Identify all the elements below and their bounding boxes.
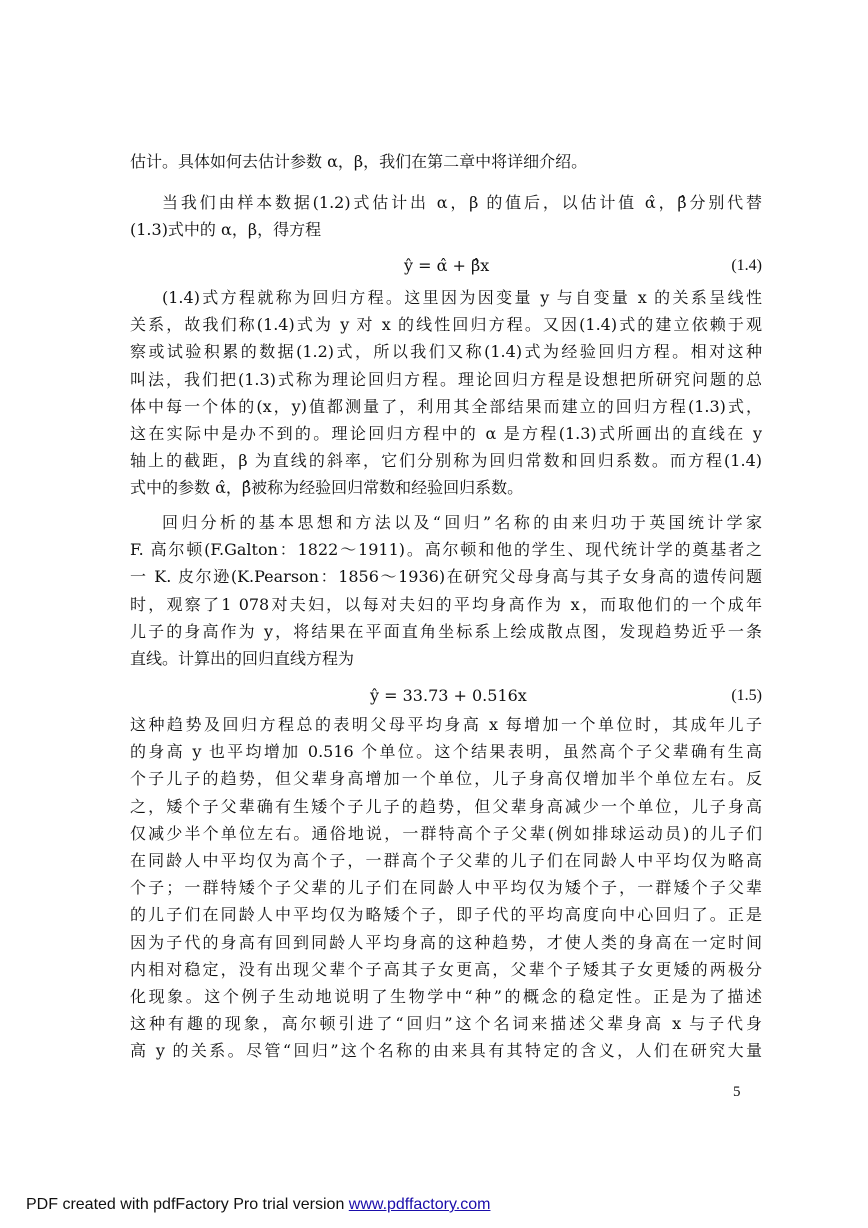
equation-number-1-5: (1.5) (731, 687, 762, 704)
equation-number-1-4: (1.4) (731, 257, 762, 274)
text-line: 因为子代的身高有回到同龄人平均身高的这种趋势，才使人类的身高在一定时间 (130, 932, 762, 952)
text-line: F. 高尔顿(F.Galton：1822～1911)。高尔顿和他的学生、现代统计学的奠基者之 (130, 540, 762, 560)
text-line: 直线。计算出的回归直线方程为 (130, 648, 355, 668)
text-line: 个子儿子的趋势，但父辈身高增加一个单位，儿子身高仅增加半个单位左右。反 (130, 769, 762, 789)
text-line: 时，观察了1 078对夫妇，以每对夫妇的平均身高作为 x，而取他们的一个成年 (130, 594, 762, 614)
equation-1-5: ŷ = 33.73 + 0.516x (370, 686, 527, 705)
text-line: 这种趋势及回归方程总的表明父母平均身高 x 每增加一个单位时，其成年儿子 (130, 715, 762, 734)
text-line: 回归分析的基本思想和方法以及“回归”名称的由来归功于英国统计学家 (162, 513, 762, 532)
text-line: 的儿子们在同龄人中平均仅为略矮个子，即子代的平均高度向中心回归了。正是 (130, 905, 762, 925)
text-line: 化现象。这个例子生动地说明了生物学中“种”的概念的稳定性。正是为了描述 (130, 986, 762, 1006)
text-line: 体中每一个体的(x，y)值都测量了，利用其全部结果而建立的回归方程(1.3)式， (130, 396, 762, 416)
pdf-footer (26, 1196, 490, 1214)
equation-1-4: ŷ = α̂ + β̂x (404, 256, 490, 275)
text-line: 叫法，我们把(1.3)式称为理论回归方程。理论回归方程是设想把所研究问题的总 (130, 369, 762, 389)
text-line: 儿子的身高作为 y，将结果在平面直角坐标系上绘成散点图，发现趋势近乎一条 (130, 621, 762, 641)
text-line: 式中的参数 α̂，β̂被称为经验回归常数和经验回归系数。 (130, 478, 524, 498)
text-line: (1.4)式方程就称为回归方程。这里因为因变量 y 与自变量 x 的关系呈线性 (162, 288, 762, 307)
text-line: 关系，故我们称(1.4)式为 y 对 x 的线性回归方程。又因(1.4)式的建立依赖于观 (130, 315, 762, 335)
text-line: 察或试验积累的数据(1.2)式，所以我们又称(1.4)式为经验回归方程。相对这种 (130, 342, 762, 362)
footer-link[interactable]: www.pdffactory.com (348, 1196, 491, 1213)
text-line: 这种有趣的现象，高尔顿引进了“回归”这个名词来描述父辈身高 x 与子代身 (130, 1014, 762, 1034)
text-line: 仅减少半个单位左右。通俗地说，一群特高个子父辈(例如排球运动员)的儿子们 (130, 823, 762, 843)
text-line: 高 y 的关系。尽管“回归”这个名称的由来具有其特定的含义，人们在研究大量 (130, 1041, 762, 1061)
text-line: 一 K. 皮尔逊(K.Pearson：1856～1936)在研究父母身高与其子女身高的遗传问题 (130, 567, 762, 587)
footer-text: PDF created with pdfFactory Pro trial version (26, 1196, 349, 1213)
paragraph-1 (130, 148, 762, 175)
text-line: 当我们由样本数据(1.2)式估计出 α，β 的值后，以估计值 α̂，β̂分别代替 (162, 193, 762, 212)
text-line: 估计。具体如何去估计参数 α，β，我们在第二章中将详细介绍。 (130, 152, 588, 171)
paragraph-4 (130, 509, 762, 672)
text-line: (1.3)式中的 α，β，得方程 (130, 220, 322, 240)
text-line: 轴上的截距，β 为直线的斜率，它们分别称为回归常数和回归系数。而方程(1.4) (130, 451, 762, 471)
paragraph-3 (130, 284, 762, 502)
paragraph-5 (130, 711, 762, 1064)
text-line: 的身高 y 也平均增加 0.516 个单位。这个结果表明，虽然高个子父辈确有生高 (130, 742, 762, 762)
text-line: 内相对稳定，没有出现父辈个子高其子女更高，父辈个子矮其子女更矮的两极分 (130, 959, 762, 979)
text-line: 之，矮个子父辈确有生矮个子儿子的趋势，但父辈身高减少一个单位，儿子身高 (130, 796, 762, 816)
text-line: 这在实际中是办不到的。理论回归方程中的 α 是方程(1.3)式所画出的直线在 y (130, 423, 762, 443)
text-line: 个子；一群特矮个子父辈的儿子们在同龄人中平均仅为矮个子，一群矮个子父辈 (130, 878, 762, 898)
paragraph-2 (130, 189, 762, 243)
text-line: 在同龄人中平均仅为高个子，一群高个子父辈的儿子们在同龄人中平均仅为略高 (130, 850, 762, 870)
page-number: 5 (733, 1084, 741, 1100)
